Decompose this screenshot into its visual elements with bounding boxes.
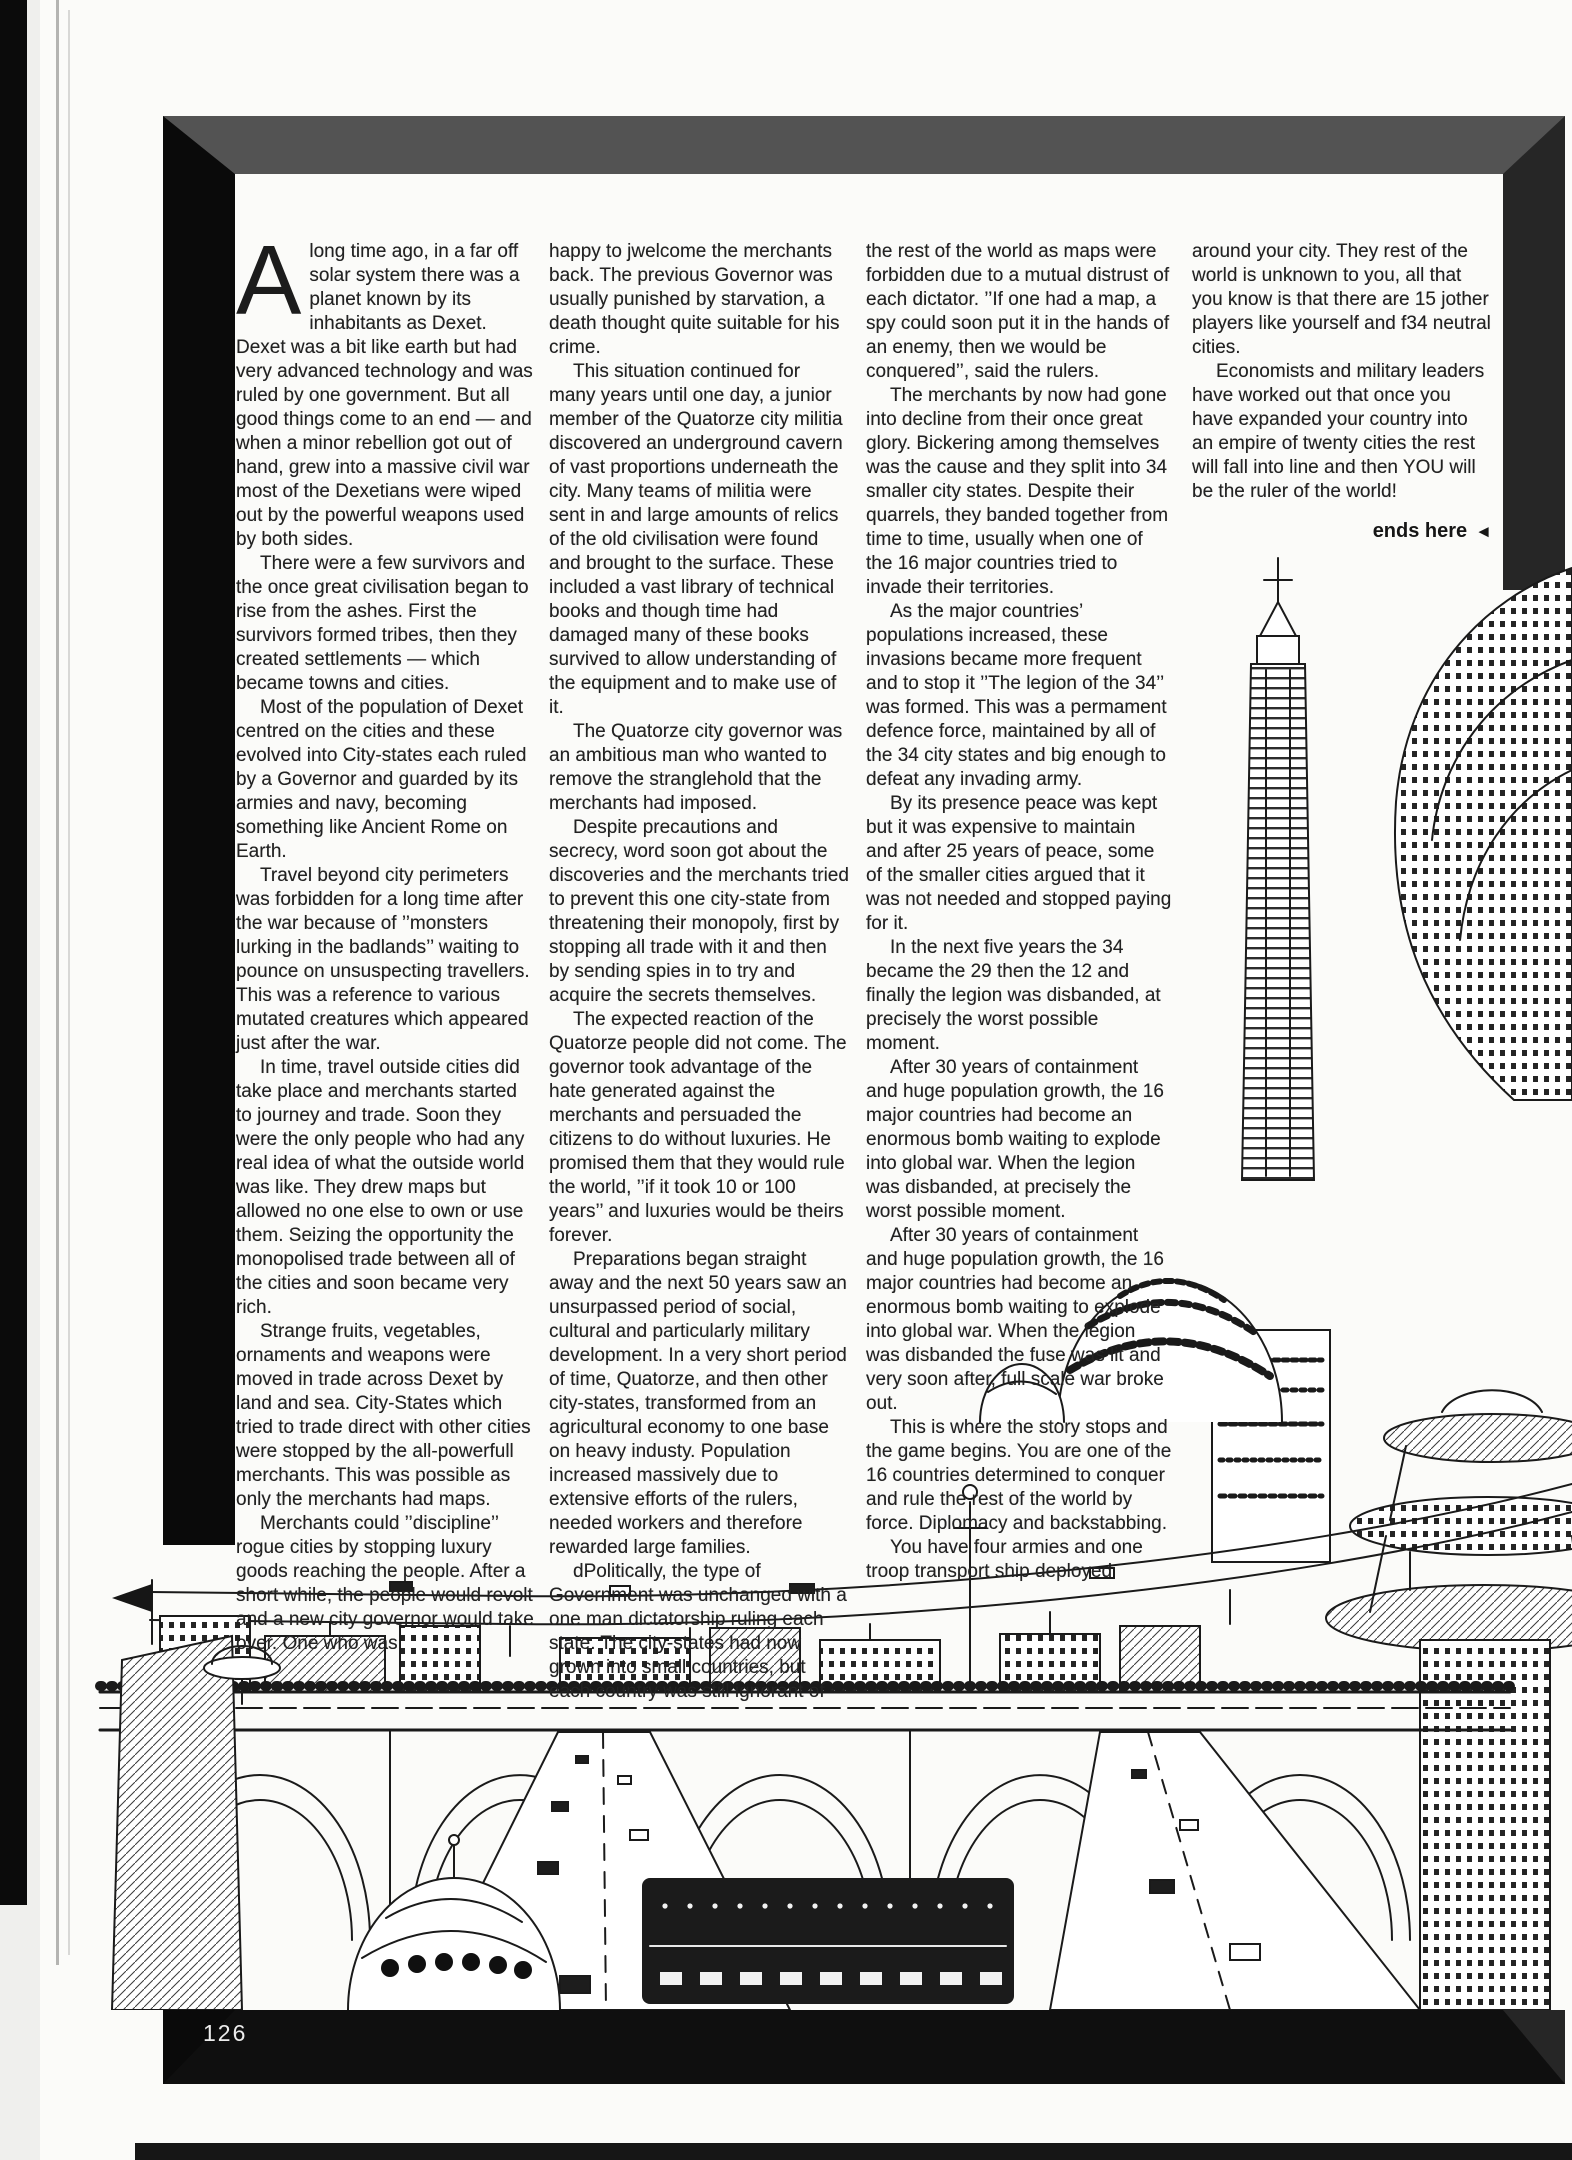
paragraph: Despite precautions and secrecy, word soon got about the discoveries and the merchants tried to prevent this one city-state from threatening their monopoly, first by stopping all trade with it and then by sending spies in to try and acquire the secrets themselves. bbox=[549, 817, 849, 1006]
paragraph: In the next five years the 34 became the 29 then the 12 and finally the legion was disbanded, at precisely the worst possible moment. bbox=[866, 937, 1161, 1054]
paragraph: Along time ago, in a far off solar system there was a planet known by its inhabitants as Dexet. Dexet was a bit like earth but had very advanced technology and was ruled by one government. But all good things come to an end — and when a minor rebellion got out of hand, grew into a massive civil war most of the Dexetians were wiped out by the powerful weapons used by both sides. bbox=[236, 225, 533, 550]
paragraph: the rest of the world as maps were forbidden due to a mutual distrust of each dictator. ’’If one had a map, a spy could soon put it in the hands of an enemy, then we would be conquered’’, said the rulers. bbox=[866, 241, 1170, 382]
paragraph: By its presence peace was kept but it was expensive to maintain and after 25 years of peace, some of the smaller cities argued that it was not needed and stopped paying for it. bbox=[866, 793, 1172, 934]
ends-here-marker bbox=[1192, 520, 1492, 543]
paragraph: Economists and military leaders have worked out that once you have expanded your country into an empire of twenty cities the rest will fall into line and then YOU will be the ruler of the world! bbox=[1192, 361, 1485, 502]
paragraph: This situation continued for many years until one day, a junior member of the Quatorze city militia discovered an underground cavern of vast proportions underneath the city. Many teams of militia were sent in and large amounts of relics of the old civilisation were found and brought to the surface. These included a vast library of technical books and though time had damaged many of these books survived to allow understanding of the equipment and to make use of it. bbox=[549, 361, 843, 718]
paragraph: Merchants could ’’discipline’’ rogue cities by stopping luxury goods reaching the people. After a short while, the people would revolt and a new city governor would take over. One who was bbox=[236, 1513, 534, 1654]
paragraph: The Quatorze city governor was an ambitious man who wanted to remove the stranglehold that the merchants had imposed. bbox=[549, 721, 843, 814]
paragraph: happy to jwelcome the merchants back. The previous Governor was usually punished by starvation, a death thought quite suitable for his crime. bbox=[549, 241, 840, 358]
paragraph: You have four armies and one troop transport ship deployed bbox=[866, 1537, 1143, 1582]
paragraph: After 30 years of containment and huge population growth, the 16 major countries had become an enormous bomb waiting to explode into global war. When the legion was disbanded the fuse was lit and very soon after, full scale war broke out. bbox=[866, 1225, 1164, 1414]
article-column-2 bbox=[549, 240, 851, 1704]
scan-bottom-shadow bbox=[135, 2143, 1572, 2160]
branch-road bbox=[1050, 1732, 1420, 2010]
binding-gutter-line bbox=[56, 0, 59, 1965]
paragraph: In time, travel outside cities did take place and merchants started to journey and trade. Soon they were the only people who had any real idea of what the outside world was like. They drew maps but allowed no one else to own or use them. Seizing the opportunity the monopolised trade between all of the cities and soon became very rich. bbox=[236, 1057, 525, 1318]
page-number: 126 bbox=[203, 2020, 248, 2046]
paragraph: Strange fruits, vegetables, ornaments and weapons were moved in trade across Dexet by land and sea. City-States which tried to trade direct with other cities were stopped by the all-powerfull merchants. This was possible as only the merchants had maps. bbox=[236, 1321, 531, 1510]
drop-cap: A bbox=[236, 225, 302, 335]
skyscraper-antenna-tower bbox=[1242, 558, 1314, 1180]
paragraph: The merchants by now had gone into decline from their once great glory. Bickering among themselves was the cause and they split into 34 smaller city states. Despite their quarrels, they banded together from time to time, usually when one of the 16 major countries tried to invade their territories. bbox=[866, 385, 1169, 598]
dark-transit-structure bbox=[642, 1878, 1014, 2004]
paragraph: This is where the story stops and the game begins. You are one of the 16 countries determined to conquer and rule the rest of the world by force. Diplomacy and backstabbing. bbox=[866, 1417, 1172, 1534]
paragraph: Preparations began straight away and the next 50 years saw an unsurpassed period of social, cultural and particularly military development. In a very short period of time, Quatorze, and then other city-states, transformed from an agricultural economy to one base on heavy industy. Population increased massively due to extensive efforts of the rulers, needed workers and therefore rewarded large families. bbox=[549, 1249, 847, 1558]
paragraph: around your city. They rest of the world is unknown to you, all that you know is that there are 15 jother players like yourself and f34 neutral cities. bbox=[1192, 241, 1491, 358]
paragraph: dPolitically, the type of Government was unchanged with a one man dictatorship ruling each state. The city-states had now grown into small countries, but each country was still ignorant of bbox=[549, 1561, 847, 1702]
paragraph: There were a few survivors and the once great civilisation began to rise from the ashes. First the survivors formed tribes, then they created settlements — which became towns and cities. bbox=[236, 553, 529, 694]
article-column-1 bbox=[236, 225, 536, 1656]
scan-edge-strip bbox=[0, 0, 27, 1905]
ends-here-label: ends here bbox=[1372, 520, 1468, 542]
curved-tower bbox=[1395, 568, 1572, 1100]
paragraph: Most of the population of Dexet centred on the cities and these evolved into City-states each ruled by a Governor and guarded by its armies and navy, becoming something like Ancient Rome on Earth. bbox=[236, 697, 527, 862]
article-column-4 bbox=[1192, 240, 1492, 504]
left-arrow-icon: ◄ bbox=[1475, 522, 1492, 541]
article-column-3 bbox=[866, 240, 1172, 1584]
binding-gutter-line-2 bbox=[68, 10, 70, 1955]
paragraph: After 30 years of containment and huge population growth, the 16 major countries had become an enormous bomb waiting to explode into global war. When the legion was disbanded, at precisely the worst possible moment. bbox=[866, 1057, 1164, 1222]
paragraph: The expected reaction of the Quatorze people did not come. The governor took advantage of the hate generated against the merchants and persuaded the citizens to do without luxuries. He promised them that they would rule the world, ’’if it took 10 or 100 years’’ and luxuries would be theirs forever. bbox=[549, 1009, 847, 1246]
paragraph: Travel beyond city perimeters was forbidden for a long time after the war because of ’’monsters lurking in the badlands’’ waiting to pounce on unsuspecting travellers. This was a reference to various mutated creatures which appeared just after the war. bbox=[236, 865, 530, 1054]
paragraph: As the major countries’ populations increased, these invasions became more frequent and to stop it ’’The legion of the 34’’ was formed. This was a permament defence force, maintained by all of the 34 city states and big enough to defeat any invading army. bbox=[866, 601, 1167, 790]
